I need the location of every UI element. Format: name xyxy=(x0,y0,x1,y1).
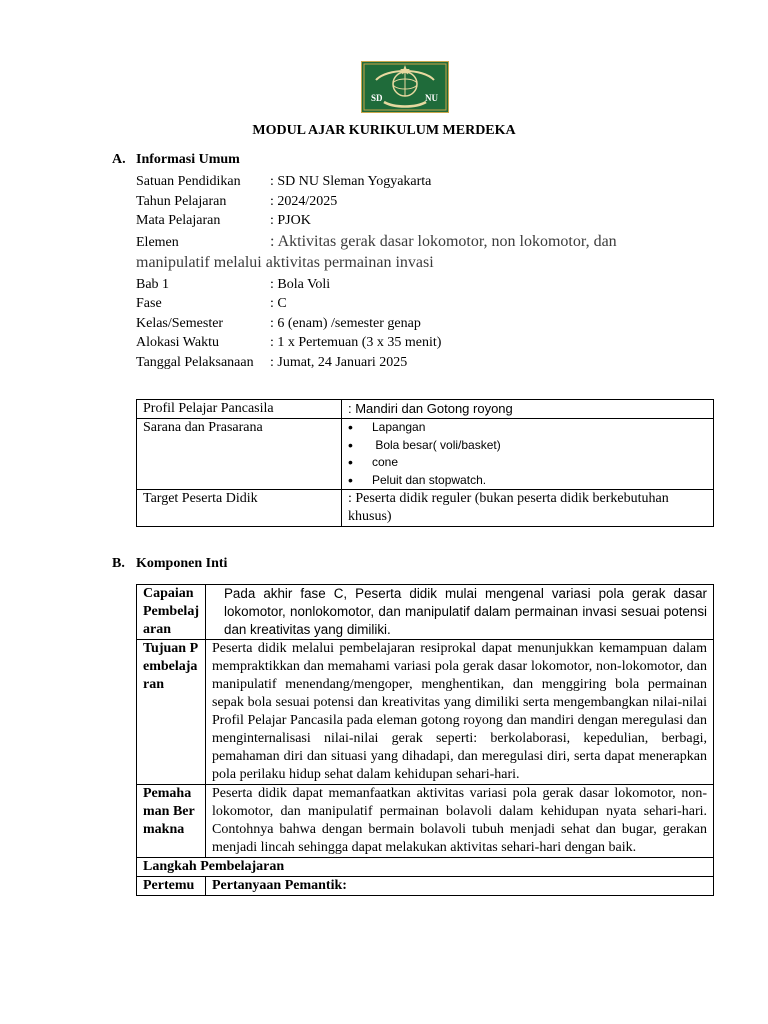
general-info xyxy=(136,172,716,372)
sarana-list xyxy=(348,419,707,489)
table-row xyxy=(137,877,714,896)
core-components-table xyxy=(136,584,714,896)
table-row xyxy=(137,419,714,490)
table-row xyxy=(137,785,714,858)
info-row-alokasi: Alokasi Waktu : 1 x Pertemuan (3 x 35 menit) xyxy=(136,335,442,350)
info-row-bab: Bab 1 : Bola Voli xyxy=(136,276,331,292)
target-label: Target Peserta Didik xyxy=(137,490,342,527)
list-item: • cone xyxy=(348,454,707,472)
document-title: MODUL AJAR KURIKULUM MERDEKA xyxy=(252,123,516,138)
info-row-satuan: Satuan Pendidikan : SD NU Sleman Yogyakarta xyxy=(136,174,432,189)
section-a-number: A. xyxy=(112,152,126,167)
info-row-tanggal: Tanggal Pelaksanaan : Jumat, 24 Januari 2025 xyxy=(136,354,408,370)
table-row xyxy=(137,400,714,419)
sarana-value xyxy=(342,419,714,490)
info-row-kelas: Kelas/Semester : 6 (enam) /semester genap xyxy=(136,315,421,331)
tujuan-label: Tujuan Pembelajaran xyxy=(137,640,206,785)
table-row xyxy=(137,640,714,785)
logo-text-left: SD xyxy=(371,93,383,103)
profil-label: Profil Pelajar Pancasila xyxy=(137,400,342,419)
list-item: • Bola besar( voli/basket) xyxy=(348,437,707,455)
pemahaman-label: Pemahaman Bermakna xyxy=(137,785,206,858)
section-a-label: Informasi Umum xyxy=(136,152,240,167)
table-row xyxy=(137,585,714,640)
section-b-number: B. xyxy=(112,556,125,571)
info-row-fase: Fase : C xyxy=(136,296,287,311)
sarana-label: Sarana dan Prasarana xyxy=(137,419,342,490)
logo-text-right: NU xyxy=(425,93,438,103)
pertemuan-label: Pertemu xyxy=(137,877,206,896)
profil-value: : Mandiri dan Gotong royong xyxy=(342,400,714,419)
target-value: : Peserta didik reguler (bukan peserta didik berkebutuhan khusus) xyxy=(342,490,714,527)
table-row xyxy=(137,858,714,877)
langkah-heading: Langkah Pembelajaran xyxy=(137,858,714,877)
tujuan-value: Peserta didik melalui pembelajaran resiprokal dapat menunjukkan kemampuan dalam mempraktikkan dan memahami variasi pola gerak dasar lokomotor, non-lokomotor, dan manipulatif menendang/mengoper, menghentikan, dan menggiring bola permainan sepak bola sesuai potensi dan kreativitas yang dimiliki serta mengembangkan nilai-nilai Profil Pelajar Pancasila pada eleman gotong royong dan mandiri dengan meregulasi dan menginternalisasi nilai-nilai gerak seperti: berkolaborasi, kepedulian, berbagi, pemahaman diri dan situasi yang dihadapi, dan meregulasi diri, serta dapat menerapkan pola perilaku hidup sehat dalam kehidupan sehari-hari. xyxy=(206,640,714,785)
info-row-elemen-cont: manipulatif melalui aktivitas permainan invasi xyxy=(136,253,434,271)
info-row-elemen: Elemen : Aktivitas gerak dasar lokomotor, non lokomotor, dan xyxy=(136,232,617,250)
list-item: • Lapangan xyxy=(348,419,707,437)
capaian-label: Capaian Pembelajaran xyxy=(137,585,206,640)
section-b-label: Komponen Inti xyxy=(136,556,228,571)
list-item: • Peluit dan stopwatch. xyxy=(348,472,707,490)
capaian-value: Pada akhir fase C, Peserta didik mulai mengenal variasi pola gerak dasar lokomotor, nonlokomotor, dan manipulatif dalam permainan invasi sesuai potensi dan kreativitas yang dimiliki. xyxy=(206,585,714,640)
info-row-mapel: Mata Pelajaran : PJOK xyxy=(136,213,311,228)
table-row xyxy=(137,490,714,527)
info-row-tahun: Tahun Pelajaran : 2024/2025 xyxy=(136,193,338,209)
pemahaman-value: Peserta didik dapat memanfaatkan aktivitas variasi pola gerak dasar lokomotor, non- lokomotor, dan manipulatif permainan bolavoli dalam kehidupan nyata sehari-hari. Contohnya bahwa dengan bermain bolavoli tubuh menjadi sehat dan bugar, gerakan menjadi lincah sehingga dapat melakukan aktivitas sehari-hari dengan baik. xyxy=(206,785,714,858)
section-b-heading xyxy=(112,556,227,572)
profile-table xyxy=(136,399,714,527)
logo-emblem-icon xyxy=(362,62,448,112)
school-logo xyxy=(361,61,449,113)
pertanyaan-label: Pertanyaan Pemantik: xyxy=(206,877,714,896)
section-a-heading xyxy=(112,152,240,168)
